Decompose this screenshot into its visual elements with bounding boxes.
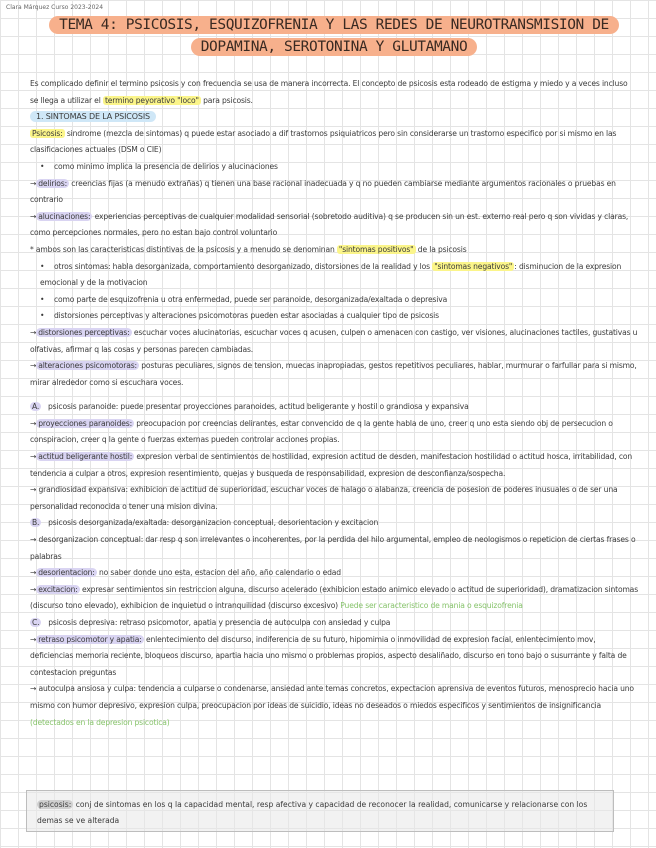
arrow-item: → excitacion: expresar sentimientos sin restriccion alguna, discurso acelerado (exhibicion estado animico elevado o actitud de superioridad), dramatizacion sintomas (discurso tono elevado), exhibicion de inquietud o intranquilidad (discurso excesivo) Puede ser caracteristico de mania o esquizofrenia: [30, 584, 638, 611]
bullet-item: • como minimo implica la presencia de delirios y alucinaciones: [40, 161, 278, 171]
bullet-text: como minimo implica la presencia de delirios y alucinaciones: [54, 161, 278, 171]
item-text: experiencias perceptivas de cualquier modalidad sensorial (sobretodo auditiva) q se producen sin un est. externo real pero q son vividas y claras, como percepciones normales, pero no estan bajo control voluntario: [30, 211, 629, 238]
bullet-text-end: : disminucion de la expresion emocional y de la motivacion: [40, 261, 622, 288]
subtype-a: [30, 399, 638, 416]
item-text: creencias fijas (a menudo extrañas) q tienen una base racional inadecuada y q no pueden cambiarse mediante argumentos racionales o pruebas en contrario: [30, 178, 616, 205]
term-highlight: retraso psicomotor y apatia:: [38, 634, 142, 644]
item-text: desorganizacion conceptual: dar resp q son irrelevantes o incoherentes, por la perdida del hilo argumental, empleo de neologismos o repeticion de ciertas frases o palabras: [30, 535, 636, 561]
notes-body: [30, 76, 638, 731]
term-highlight: Psicosis:: [32, 128, 63, 138]
arrow-item: → autoculpa ansiosa y culpa: tendencia a culparse o condenarse, ansiedad ante temas concretos, expectacion aprensiva de eventos futuros, menosprecio hacia uno mismo con humor depresivo, expresion culpa, preocupacion por ideas de suicidio, ideas no deseados o miedos especificos y sentimientos de insignificancia (detectados en la depresion psicotica): [30, 684, 634, 727]
term-highlight: distorsiones perceptivas:: [38, 327, 130, 337]
bullet-item: • como parte de esquizofrenia u otra enfermedad, puede ser paranoide, desorganizada/exaltada o depresiva: [40, 294, 448, 304]
term-highlight: excitacion:: [38, 584, 78, 594]
note-text: * ambos son las caracteristicas distintivas de la psicosis y a menudo se denominan: [30, 244, 335, 254]
bullet-text: distorsiones perceptivas y alteraciones psicomotoras pueden estar asociadas a cualquier tipo de psicosis: [54, 311, 439, 321]
bullet-item: • distorsiones perceptivas y alteraciones psicomotoras pueden estar asociadas a cualquier tipo de psicosis: [40, 311, 439, 321]
subtype-label: B.: [32, 518, 40, 528]
title-line-1: TEMA 4: PSICOSIS, ESQUIZOFRENIA Y LAS REDES DE NEUROTRANSMISION DE: [49, 16, 619, 34]
arrow-item: → delirios: creencias fijas (a menudo extrañas) q tienen una base racional inadecuada y q no pueden cambiarse mediante argumentos racionales o pruebas en contrario: [30, 178, 616, 205]
item-text: posturas peculiares, signos de tension, muecas inapropiadas, gestos repetitivos peculiares, hablar, murmurar o farfullar para si mismo, mirar alrededor como si escuchara voces.: [30, 361, 637, 387]
subtype-text: psicosis depresiva: retraso psicomotor, apatia y presencia de autoculpa con ansiedad y culpa: [48, 618, 391, 627]
arrow-item: → alucinaciones: experiencias perceptivas de cualquier modalidad sensorial (sobretodo auditiva) q se producen sin un est. externo real pero q son vividas y claras, como percepciones normales, pero no estan bajo control voluntario: [30, 211, 629, 238]
arrow-item: → alteraciones psicomotoras: posturas peculiares, signos de tension, muecas inapropiadas, gestos repetitivos peculiares, hablar, murmurar o farfullar para si mismo, mirar alrededor como si escuchara voces.: [30, 361, 637, 387]
term-highlight: "sintomas negativos": [434, 261, 513, 271]
arrow-item: → proyecciones paranoides: preocupacion por creencias delirantes, estar convencido de q la gente habla de uno, creer q uno esta siendo obj de persecucion o conspiracion, creer q la gente o fuerzas externas pueden controlar acciones propias.: [30, 418, 613, 445]
bullet-item: • otros sintomas: habla desorganizada, comportamiento desorganizado, distorsiones de la realidad y los "sintomas negativos" : disminucion de la expresion emocional y de la motivacion: [40, 261, 622, 288]
term-highlight: actitud beligerante hostil:: [38, 452, 133, 462]
subtype-label: C.: [32, 618, 40, 627]
green-note: Puede ser caracteristico de mania o esquizofrenia: [340, 601, 523, 611]
intro-text-end: para psicosis.: [203, 95, 253, 105]
term-highlight: proyecciones paranoides:: [38, 418, 132, 428]
subtype-text: psicosis desorganizada/exaltada: desorganizacion conceptual, desorientacion y excitacion: [48, 518, 379, 528]
item-text: enlentecimiento del discurso, indiferencia de su futuro, hipomimia o inmovilidad de expresion facial, enlentecimiento mov, deficiencias memoria reciente, bloqueos discurso, apartia hacia uno mismo o problemas propios, aspecto desaliñado, discurso en tono bajo o susurrante y falta de contestacion preguntas: [30, 634, 627, 677]
subtype-text: psicosis paranoide: puede presentar proyecciones paranoides, actitud beligerante y hostil o grandiosa y expansiva: [47, 402, 469, 412]
subtype-c: [30, 615, 638, 632]
definition-text: sindrome (mezcla de sintomas) q puede estar asociado a dif trastornos psiquiatricos pero sin considerarse un trastorno especifico por si mismo en las clasificaciones actuales (DSM o CIE): [30, 128, 617, 155]
subtype-b: [30, 515, 638, 532]
note-text-end: de la psicosis: [417, 244, 467, 254]
green-note: (detectados en la depresion psicotica): [30, 717, 170, 727]
bullet-text: otros sintomas: habla desorganizada, comportamiento desorganizado, distorsiones de la realidad y los: [54, 261, 430, 271]
item-text: autoculpa ansiosa y culpa: tendencia a culparse o condenarse, ansiedad ante temas concretos, expectacion aprensiva de eventos futuros, menosprecio hacia uno mismo con humor depresivo, expresion culpa, preocupacion por ideas de suicidio, ideas no deseados o miedos especificos y sentimientos de insignificancia: [30, 684, 634, 710]
note-line: [30, 242, 638, 259]
term-highlight: alucinaciones:: [38, 211, 91, 221]
intro-text: Es complicado definir el termino psicosis y con frecuencia se usa de manera incorrecta. El concepto de psicosis esta rodeado de estigma y miedo y a veces incluso se llega a utilizar el: [30, 79, 628, 105]
intro-highlight: termino peyorativo "loco": [104, 95, 199, 105]
item-text: no saber donde uno esta, estacion del año, año calendario o edad: [98, 568, 341, 578]
psicosis-definition: [30, 126, 638, 159]
title-line-2: DOPAMINA, SEROTONINA Y GLUTAMANO: [191, 38, 478, 56]
term-highlight: desorientacion:: [38, 568, 95, 578]
arrow-item: → desorientacion: no saber donde uno esta, estacion del año, año calendario o edad: [30, 568, 341, 578]
box-text: conj de sintomas en los q la capacidad mental, resp afectiva y capacidad de reconocer la realidad, comunicarse y relacionarse con los demas se ve alterada: [37, 800, 588, 825]
arrow-item: → retraso psicomotor y apatia: enlentecimiento del discurso, indiferencia de su futuro, hipomimia o inmovilidad de expresion facial, enlentecimiento mov, deficiencias memoria reciente, bloqueos discurso, apartia hacia uno mismo o problemas propios, aspecto desaliñado, discurso en tono bajo o susurrante y falta de contestacion preguntas: [30, 634, 627, 677]
arrow-item: → desorganizacion conceptual: dar resp q son irrelevantes o incoherentes, por la perdida del hilo argumental, empleo de neologismos o repeticion de ciertas frases o palabras: [30, 535, 636, 561]
item-text: expresion verbal de sentimientos de hostilidad, expresion actitud de desden, manifestacion hostilidad o actitud hosca, irritabilidad, con tendencia a culpar a otros, expresion resentimiento, quejas y busqueda de responsabilidad, expresion de desconfianza/sospecha.: [30, 452, 633, 478]
definition-box: [26, 790, 614, 832]
section-heading: 1. SINTOMAS DE LA PSICOSIS: [30, 111, 156, 122]
header-note: Clara Márquez Curso 2023-2024: [6, 4, 104, 11]
term-highlight: psicosis:: [39, 800, 72, 809]
term-highlight: "sintomas positivos": [338, 244, 414, 254]
term-highlight: delirios:: [38, 178, 67, 188]
item-text: preocupacion por creencias delirantes, estar convencido de q la gente habla de uno, creer q uno esta siendo obj de persecucion o conspiracion, creer q la gente o fuerzas externas pueden controlar acciones propias.: [30, 418, 613, 445]
item-text: escuchar voces alucinatorias, escuchar voces q acusen, culpen o amenacen con castigo, ver visiones, alucinaciones tactiles, gustativas u olfativas, afirmar q las cosas y personas parecen cambiadas.: [30, 327, 638, 354]
bullet-text: como parte de esquizofrenia u otra enfermedad, puede ser paranoide, desorganizada/exaltada o depresiva: [54, 294, 448, 304]
arrow-item: → grandiosidad expansiva: exhibicion de actitud de superioridad, escuchar voces de halago o alabanza, creencia de posesion de poderes inusuales o de ser una personalidad reconocida o tener una mision divina.: [30, 485, 618, 511]
arrow-item: → distorsiones perceptivas: escuchar voces alucinatorias, escuchar voces q acusen, culpen o amenacen con castigo, ver visiones, alucinaciones tactiles, gustativas u olfativas, afirmar q las cosas y personas parecen cambiadas.: [30, 327, 638, 354]
term-highlight: alteraciones psicomotoras:: [38, 361, 137, 371]
page-title: [44, 14, 624, 58]
item-text: grandiosidad expansiva: exhibicion de actitud de superioridad, escuchar voces de halago o alabanza, creencia de posesion de poderes inusuales o de ser una personalidad reconocida o tener una mision divina.: [30, 485, 618, 511]
subtype-label: A.: [32, 402, 40, 412]
arrow-item: → actitud beligerante hostil: expresion verbal de sentimientos de hostilidad, expresion actitud de desden, manifestacion hostilidad o actitud hosca, irritabilidad, con tendencia a culpar a otros, expresion resentimiento, quejas y busqueda de responsabilidad, expresion de desconfianza/sospecha.: [30, 452, 633, 478]
item-text: expresar sentimientos sin restriccion alguna, discurso acelerado (exhibicion estado animico elevado o actitud de superioridad), dramatizacion sintomas (discurso tono elevado), exhibicion de inquietud o intranquilidad (discurso excesivo): [30, 584, 638, 611]
intro-paragraph: [30, 76, 638, 109]
